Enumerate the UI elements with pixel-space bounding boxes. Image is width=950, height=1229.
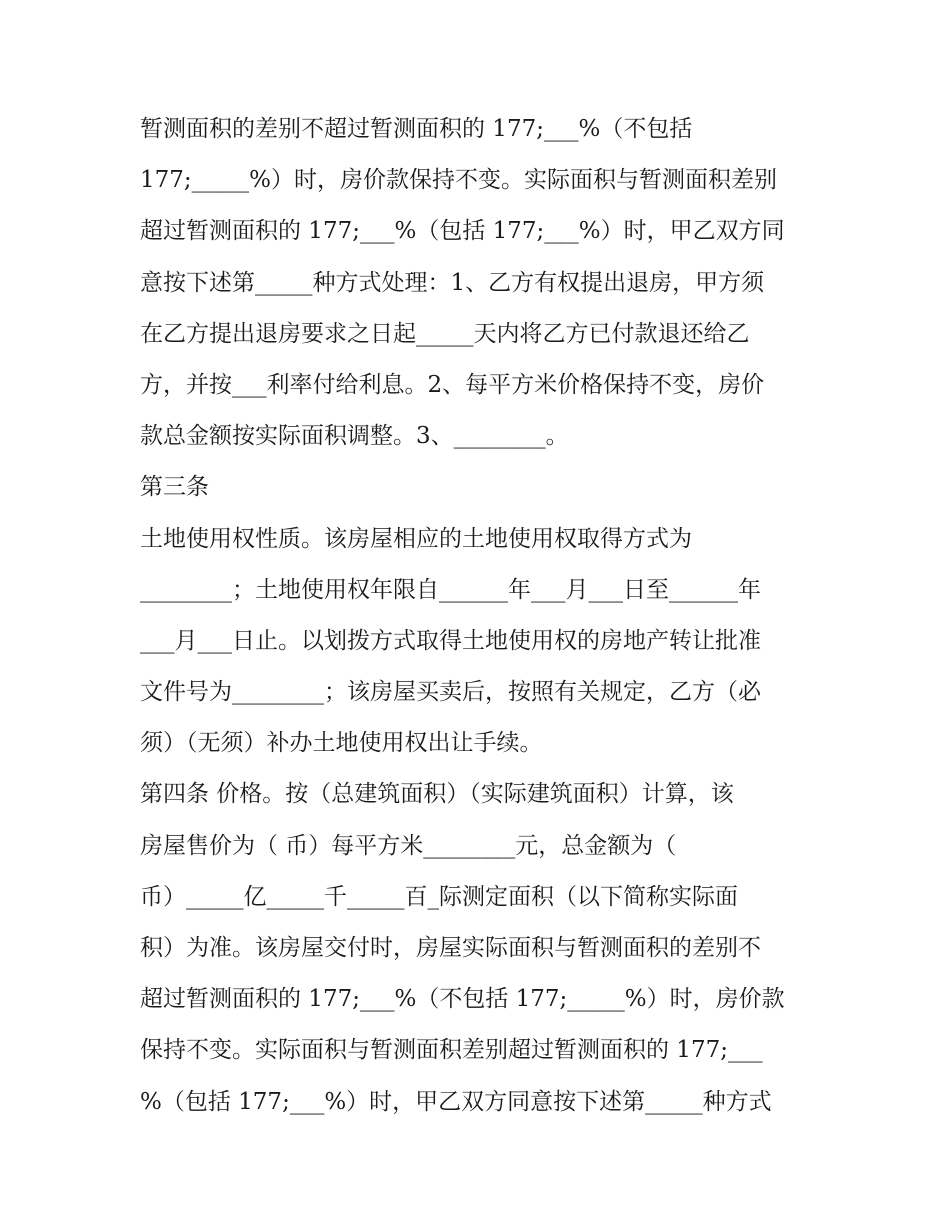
text-line: 房屋售价为（ 币）每平方米________元，总金额为（ [140, 832, 677, 859]
article-heading-3: 第三条 [140, 474, 209, 501]
text-line: 意按下述第_____种方式处理：1、乙方有权提出退房，甲方须 [140, 269, 765, 296]
text-line: 积）为准。该房屋交付时，房屋实际面积与暂测面积的差别不 [140, 935, 761, 961]
text-line: 土地使用权性质。该房屋相应的土地使用权取得方式为 [140, 525, 692, 552]
text-line: %（包括 177;___%）时，甲乙双方同意按下述第_____种方式 [140, 1088, 772, 1115]
text-line: 须）（无须）补办土地使用权出让手续。 [140, 730, 543, 757]
contract-text-block [140, 104, 820, 1128]
text-line: 文件号为________；该房屋买卖后，按照有关规定，乙方（必 [140, 679, 761, 706]
text-line: ________；土地使用权年限自______年___月___日至______年 [140, 576, 761, 603]
text-line: 暂测面积的差别不超过暂测面积的 177;___%（不包括 [140, 116, 693, 142]
text-line: 保持不变。实际面积与暂测面积差别超过暂测面积的 177;___ [140, 1037, 763, 1064]
text-line: 币）_____亿_____千_____百_际测定面积（以下简称实际面 [140, 883, 738, 910]
text-line: 超过暂测面积的 177;___%（不包括 177;_____%）时，房价款 [140, 986, 785, 1013]
text-line: 177;_____%）时，房价款保持不变。实际面积与暂测面积差别 [140, 167, 778, 194]
text-line: ___月___日止。以划拨方式取得土地使用权的房地产转让批准 [140, 627, 761, 654]
article-heading-4: 第四条 价格。按（总建筑面积）（实际建筑面积）计算，该 [140, 781, 734, 808]
text-line: 方，并按___利率付给利息。2、每平方米价格保持不变，房价 [140, 371, 765, 398]
text-line: 超过暂测面积的 177;___%（包括 177;___%）时，甲乙双方同 [140, 218, 785, 245]
text-line: 款总金额按实际面积调整。3、________。 [140, 423, 569, 450]
text-line: 在乙方提出退房要求之日起_____天内将乙方已付款退还给乙 [140, 320, 750, 347]
